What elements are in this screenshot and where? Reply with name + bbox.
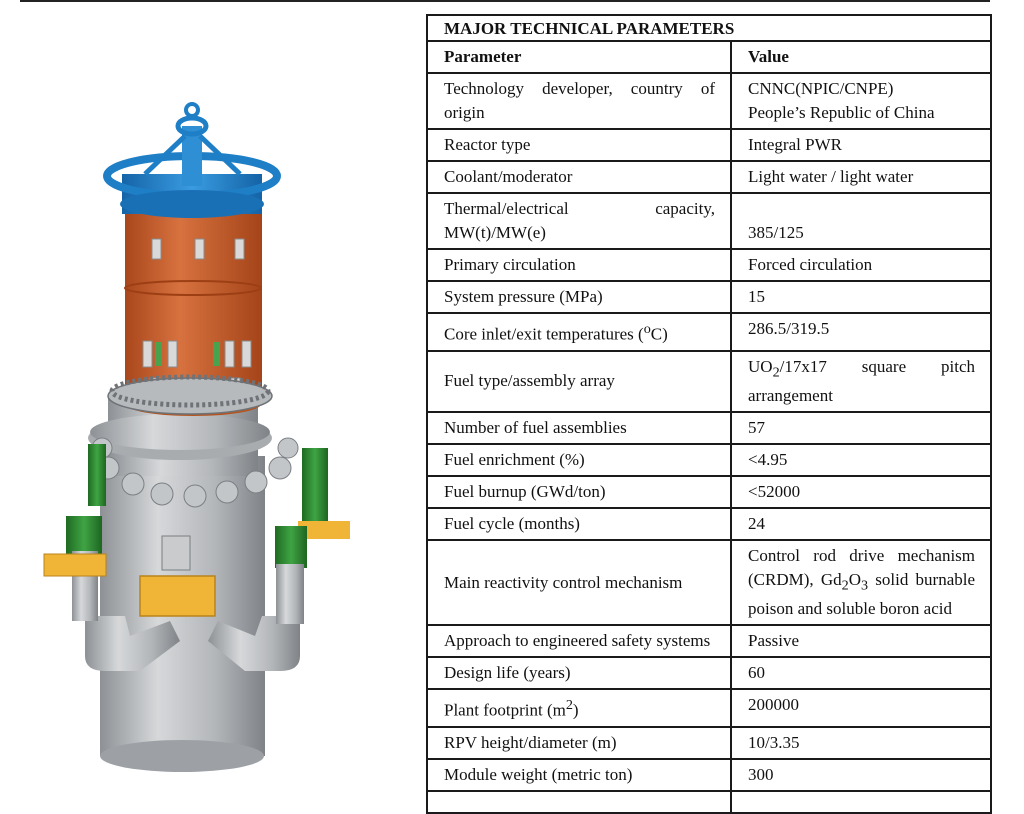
- value-cell: 57: [731, 412, 991, 444]
- column-header-value: Value: [731, 41, 991, 73]
- table-row: [427, 657, 991, 689]
- value-cell: Passive: [731, 625, 991, 657]
- parameter-cell: Coolant/moderator: [427, 161, 731, 193]
- value-cell: 10/3.35: [731, 727, 991, 759]
- technical-parameters-table: [426, 14, 992, 814]
- value-cell: 60: [731, 657, 991, 689]
- table-row: [427, 73, 991, 129]
- value-cell: [731, 73, 991, 129]
- coolant-pump-right-back: [298, 448, 350, 539]
- table-row: [427, 281, 991, 313]
- table-row: [427, 129, 991, 161]
- value-cell: 385/125: [731, 193, 991, 249]
- parameter-cell: Fuel enrichment (%): [427, 444, 731, 476]
- value-text: UO: [748, 356, 773, 376]
- value-cell: Light water / light water: [731, 161, 991, 193]
- parameter-cell: Reactor type: [427, 129, 731, 161]
- table-row: [427, 759, 991, 791]
- parameter-text: C): [650, 324, 668, 344]
- column-header-parameter: Parameter: [427, 41, 731, 73]
- parameter-cell: Design life (years): [427, 657, 731, 689]
- parameter-cell: [427, 313, 731, 351]
- value-subscript: 3: [860, 577, 869, 594]
- value-text: Control rod drive mechanism (CRDM), Gd: [748, 546, 976, 590]
- degree-superscript: o: [643, 321, 651, 337]
- table-row-cut-off: [427, 791, 991, 813]
- parameter-cell: [427, 689, 731, 727]
- value-cell: 24: [731, 508, 991, 540]
- parameter-cell: Technology developer, country of origin: [427, 73, 731, 129]
- parameter-cell: Fuel burnup (GWd/ton): [427, 476, 731, 508]
- value-cell: [731, 351, 991, 412]
- table-row: [427, 249, 991, 281]
- parameter-text: Plant footprint (m: [444, 701, 566, 721]
- parameter-cell: Fuel type/assembly array: [427, 351, 731, 412]
- parameter-cell: Number of fuel assemblies: [427, 412, 731, 444]
- value-line: People’s Republic of China: [748, 103, 935, 122]
- top-rule: [20, 0, 990, 2]
- table-row: [427, 508, 991, 540]
- table-row: [427, 444, 991, 476]
- parameter-cell: Thermal/electrical capacity, MW(t)/MW(e): [427, 193, 731, 249]
- reactor-illustration: [30, 96, 375, 777]
- value-cell: 286.5/319.5: [731, 313, 991, 351]
- value-subscript: 2: [841, 577, 849, 594]
- crown-gear-ring: [108, 377, 272, 414]
- parameter-cell: Fuel cycle (months): [427, 508, 731, 540]
- parameter-text: ): [572, 701, 579, 721]
- value-cell: Integral PWR: [731, 129, 991, 161]
- coolant-pump-left-back: [88, 444, 106, 506]
- parameter-cell: RPV height/diameter (m): [427, 727, 731, 759]
- value-cell: 300: [731, 759, 991, 791]
- table-header-row: [427, 41, 991, 73]
- table-row: [427, 689, 991, 727]
- value-text: O: [848, 570, 861, 590]
- value-cell: Forced circulation: [731, 249, 991, 281]
- table-row: [427, 476, 991, 508]
- value-cell: [731, 791, 991, 813]
- parameter-cell: Main reactivity control mechanism: [427, 540, 731, 625]
- table-title: MAJOR TECHNICAL PARAMETERS: [427, 15, 991, 41]
- parameter-cell: Module weight (metric ton): [427, 759, 731, 791]
- value-line: CNNC(NPIC/CNPE): [748, 79, 894, 98]
- parameter-text: Core inlet/exit temperatures (: [444, 324, 644, 344]
- table-row: [427, 313, 991, 351]
- parameter-cell: System pressure (MPa): [427, 281, 731, 313]
- squared-superscript: 2: [565, 697, 573, 714]
- table-row: [427, 412, 991, 444]
- value-cell: <52000: [731, 476, 991, 508]
- table-row: [427, 193, 991, 249]
- parameter-cell: Primary circulation: [427, 249, 731, 281]
- table-title-row: [427, 15, 991, 41]
- value-text: solid burnable poison and soluble boron acid: [748, 570, 976, 619]
- table-row: [427, 625, 991, 657]
- lifting-ring: [107, 104, 277, 218]
- value-cell: [731, 540, 991, 625]
- table-row: [427, 727, 991, 759]
- table-row: [427, 161, 991, 193]
- value-cell: <4.95: [731, 444, 991, 476]
- value-cell: 15: [731, 281, 991, 313]
- table-row: [427, 540, 991, 625]
- value-text: /17x17 square pitch arrangement: [748, 356, 976, 406]
- value-cell: 200000: [731, 689, 991, 727]
- parameter-cell: Approach to engineered safety systems: [427, 625, 731, 657]
- table-row: [427, 351, 991, 412]
- value-subscript: 2: [772, 364, 780, 381]
- parameter-cell: [427, 791, 731, 813]
